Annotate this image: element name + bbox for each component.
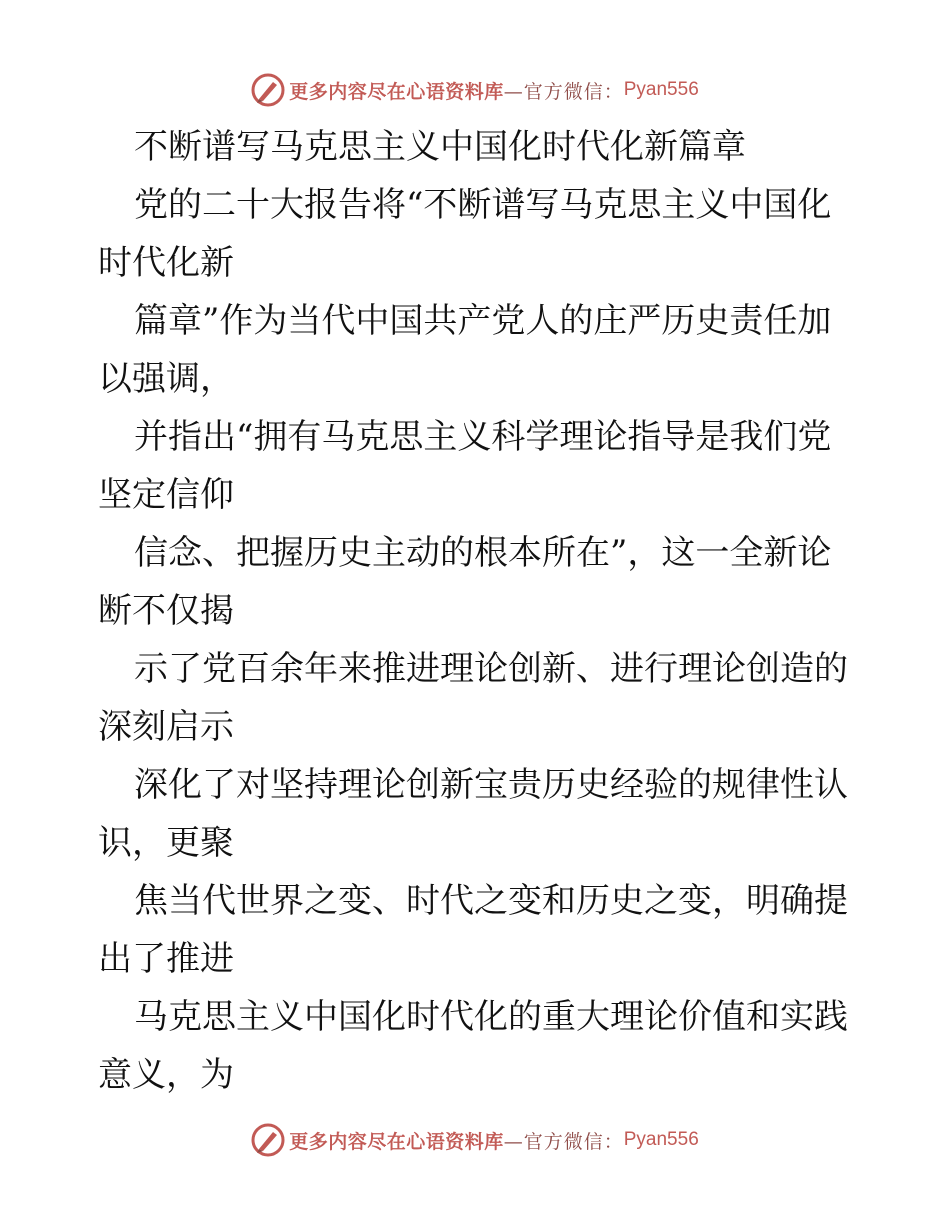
header-banner-title: 更多内容尽在心语资料库 (289, 80, 504, 103)
header-banner (0, 70, 950, 110)
footer-banner-title: 更多内容尽在心语资料库 (289, 1130, 504, 1153)
header-banner-subtitle: —官方微信： (503, 80, 624, 103)
paragraph: 焦当代世界之变、时代之变和历史之变，明确提出了推进 (98, 881, 848, 979)
pen-logo-icon (251, 73, 285, 107)
footer-banner-subtitle: —官方微信： (503, 1130, 624, 1153)
footer-banner (0, 1120, 950, 1160)
pen-logo-icon (251, 1123, 285, 1157)
document-body (98, 118, 858, 1104)
paragraph: 篇章”作为当代中国共产党人的庄严历史责任加以强调， (98, 301, 832, 399)
paragraph: 示了党百余年来推进理论创新、进行理论创造的深刻启示 (98, 649, 848, 747)
paragraph: 信念、把握历史主动的根本所在”，这一全新论断不仅揭 (98, 533, 832, 631)
footer-wechat-id: Pyan556 (623, 1129, 699, 1150)
paragraph: 并指出“拥有马克思主义科学理论指导是我们党坚定信仰 (98, 417, 832, 515)
paragraph: 马克思主义中国化时代化的重大理论价值和实践意义，为 (98, 997, 848, 1095)
paragraph: 深化了对坚持理论创新宝贵历史经验的规律性认识，更聚 (98, 765, 848, 863)
paragraph: 党的二十大报告将“不断谱写马克思主义中国化时代化新 (98, 185, 832, 283)
document-title: 不断谱写马克思主义中国化时代化新篇章 (134, 127, 746, 167)
header-wechat-id: Pyan556 (623, 79, 699, 100)
